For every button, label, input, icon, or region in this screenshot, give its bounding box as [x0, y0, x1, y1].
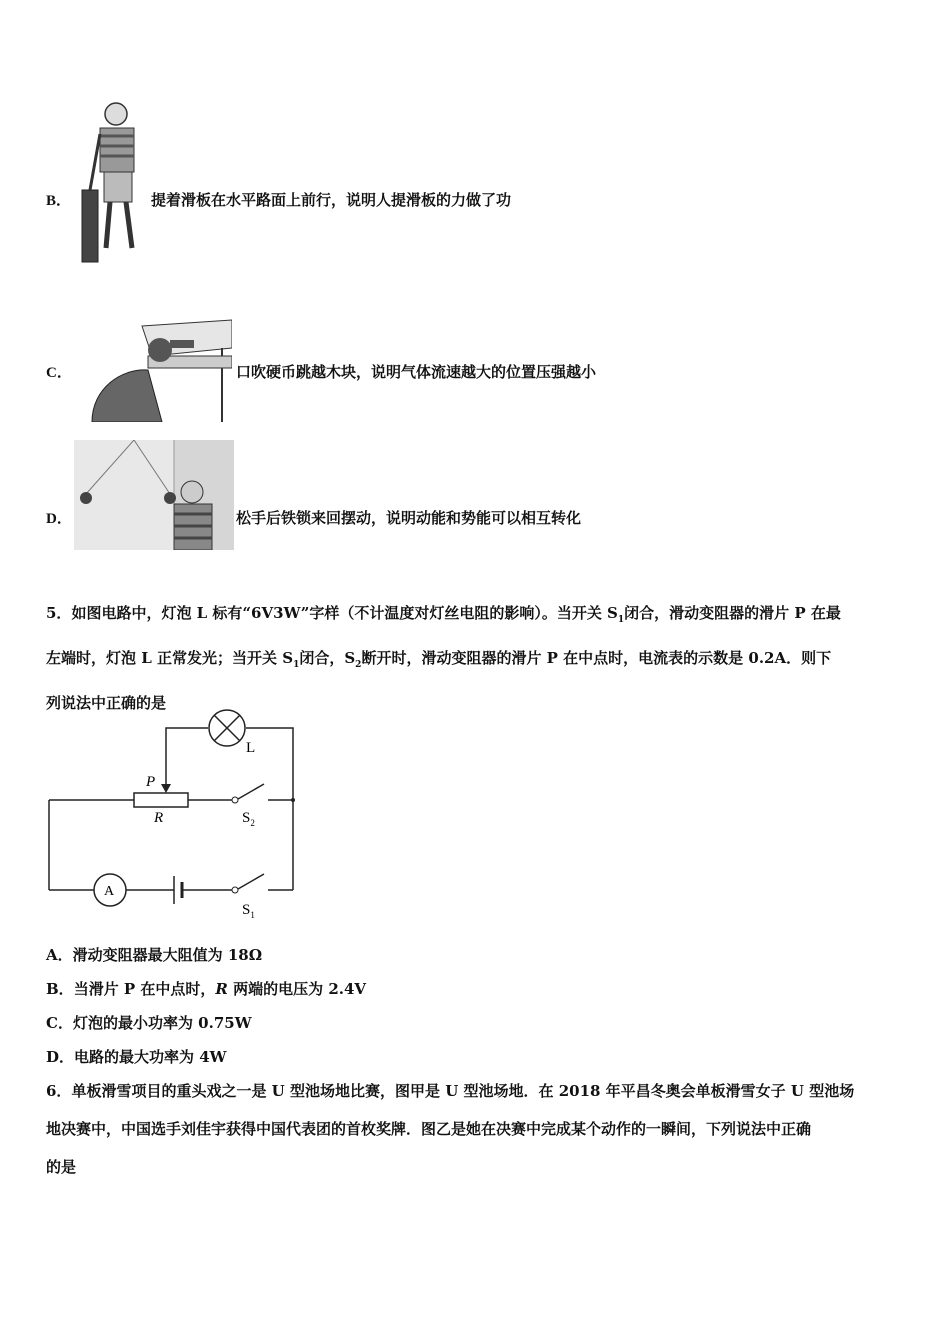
slider-label: P — [146, 774, 156, 790]
circuit-diagram — [40, 704, 310, 924]
question-5-line-1: 5．如图电路中，灯泡 L 标有“6V3W”字样（不计温度对灯丝电阻的影响）。当开关 $S_1$闭合，滑动变阻器的滑片 P 在最 — [46, 604, 841, 625]
question-6-line-3: 的是 — [46, 1158, 77, 1176]
option-c-label: C． — [46, 365, 72, 381]
question-5-choice-b: B．当滑片 P 在中点时，R 两端的电压为 2.4V — [46, 980, 367, 998]
question-6-line-1: 6．单板滑雪项目的重头戏之一是 U 型池场地比赛，图甲是 U 型池场地．在 2018 年平昌冬奥会单板滑雪女子 U 型池场 — [46, 1082, 855, 1100]
lamp-label: L — [246, 740, 256, 756]
question-6-line-2: 地决赛中，中国选手刘佳宇获得中国代表团的首枚奖牌．图乙是她在决赛中完成某个动作的一瞬间，下列说法中正确 — [46, 1120, 812, 1138]
pendulum-illustration — [74, 440, 234, 550]
option-c-text: 口吹硬币跳越木块，说明气体流速越大的位置压强越小 — [236, 363, 597, 381]
question-5-choice-c: C．灯泡的最小功率为 0.75W — [46, 1014, 252, 1032]
option-d-label: D． — [46, 511, 72, 527]
question-5-line-3: 列说法中正确的是 — [46, 694, 167, 712]
switch2-label: $S_2$ — [242, 810, 255, 828]
option-d-text: 松手后铁锁来回摆动，说明动能和势能可以相互转化 — [236, 509, 582, 527]
question-5-stem — [46, 594, 906, 722]
blowing-coin-illustration — [82, 318, 232, 422]
option-b-label: B． — [46, 193, 72, 209]
question-5-line-2: 左端时，灯泡 L 正常发光；当开关 $S_1$闭合，$S_2$断开时，滑动变阻器的滑片 P 在中点时，电流表的示数是 0.2A．则下 — [46, 649, 832, 670]
question-6-stem — [46, 1072, 906, 1186]
skateboard-illustration — [76, 98, 148, 270]
question-5-choice-a: A．滑动变阻器最大阻值为 18Ω — [46, 946, 263, 964]
resistor-label: R — [154, 810, 164, 826]
question-5-choice-d: D．电路的最大功率为 4W — [46, 1048, 227, 1066]
option-b-text: 提着滑板在水平路面上前行，说明人提滑板的力做了功 — [151, 191, 512, 209]
switch1-label: $S_1$ — [242, 902, 255, 920]
ammeter-label: A — [104, 884, 115, 899]
